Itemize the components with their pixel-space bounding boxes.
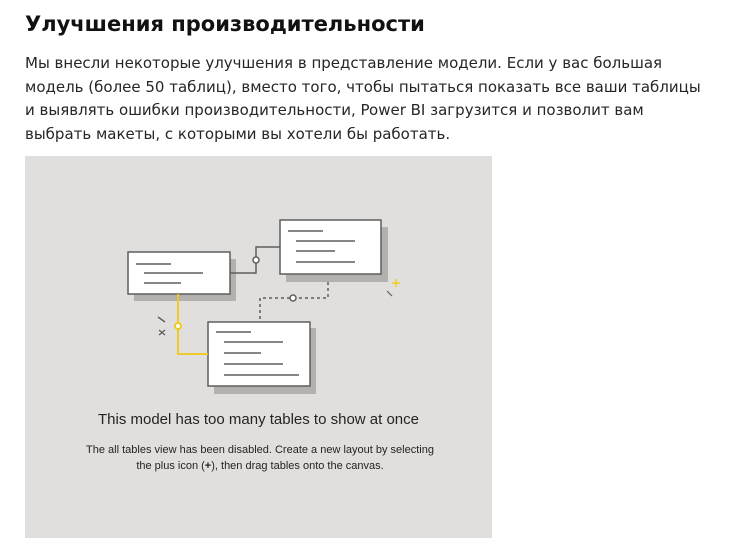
table-card-bottom (208, 322, 316, 394)
tables-diagram (25, 156, 492, 406)
relationship-line-solid (230, 247, 280, 273)
table-card-left (128, 252, 236, 301)
empty-state-description (85, 442, 435, 474)
sparkle-icon (158, 317, 165, 335)
empty-state-title: This model has too many tables to show at once (97, 411, 419, 428)
intro-paragraph: Мы внесли некоторые улучшения в представление модели. Если у вас большая модель (более 50 таблиц), вместо того, чтобы пытаться показать все ваши таблицы и выявлять ошибки производительности, Power BI загрузится и позволит вам выбрать макеты, с которыми вы хотели бы работать. (25, 54, 701, 143)
relationship-line-highlighted (175, 294, 208, 354)
relationship-line-dashed (260, 282, 328, 322)
section-heading: Улучшения производительности (25, 12, 425, 36)
table-card-top-right (280, 220, 388, 282)
model-view-illustration (25, 156, 492, 538)
plus-icon: + (204, 460, 212, 472)
sparkle-icon (387, 279, 400, 296)
description-text: ), then drag tables onto the canvas. (211, 460, 384, 472)
description-text: The all tables view has been disabled. Create a new layout by selecting the plus icon ( (86, 444, 434, 472)
